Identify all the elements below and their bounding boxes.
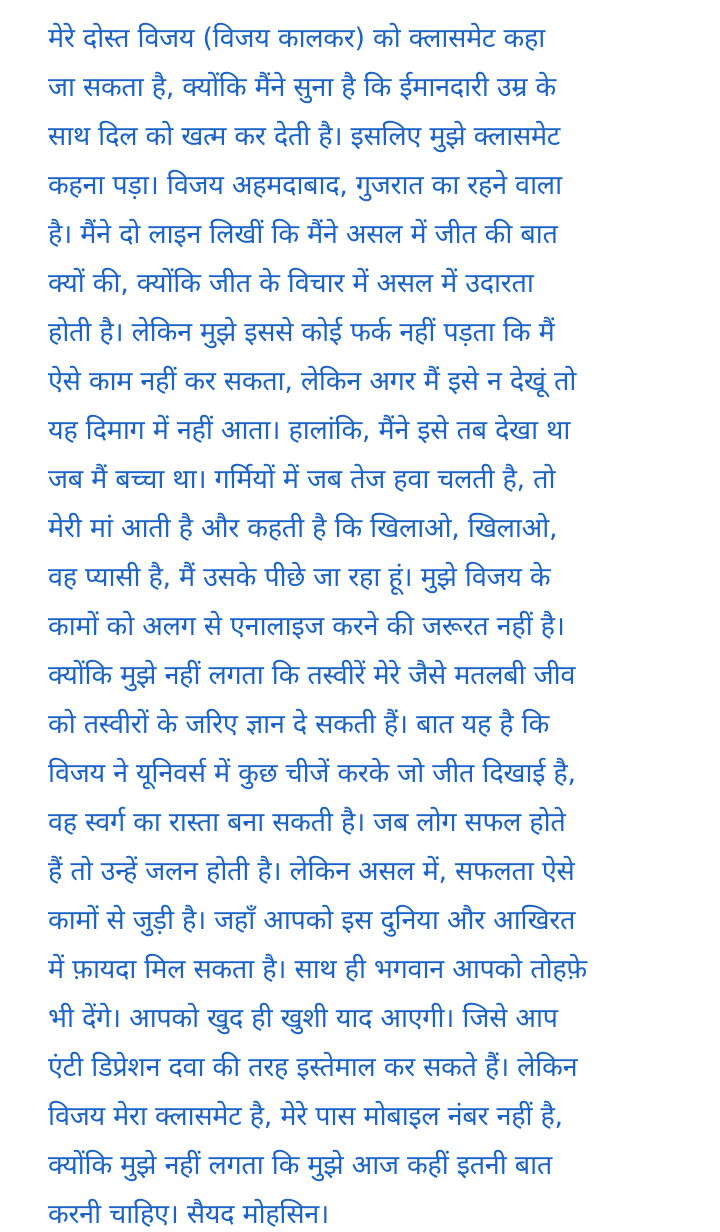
text-line: यह दिमाग में नहीं आता। हालांकि, मैंने इसे तब देखा था — [48, 415, 571, 446]
text-line: विजय मेरा क्लासमेट है, मेरे पास मोबाइल नंबर नहीं है, — [48, 1101, 563, 1132]
text-line: क्योंकि मुझे नहीं लगता कि मुझे आज कहीं इतनी बात — [48, 1150, 552, 1181]
text-line: वह प्यासी है, मैं उसके पीछे जा रहा हूं। मुझे विजय के — [48, 562, 551, 593]
text-line: कामों को अलग से एनालाइज करने की जरूरत नहीं है। — [48, 611, 565, 642]
text-line: जब मैं बच्चा था। गर्मियों में जब तेज हवा चलती है, तो — [48, 464, 556, 495]
text-line: भी देंगे। आपको खुद ही खुशी याद आएगी। जिसे आप — [48, 1003, 558, 1034]
text-line: विजय ने यूनिवर्स में कुछ चीजें करके जो जीत दिखाई है, — [48, 758, 576, 789]
text-line: है। मैंने दो लाइन लिखीं कि मैंने असल में जीत की बात — [48, 219, 558, 250]
text-line: साथ दिल को खत्म कर देती है। इसलिए मुझे क्लासमेट — [48, 121, 561, 152]
text-line: मेरी मां आती है और कहती है कि खिलाओ, खिलाओ, — [48, 513, 558, 544]
text-line: ऐसे काम नहीं कर सकता, लेकिन अगर मैं इसे न देखूं तो — [48, 366, 577, 397]
text-line: को तस्वीरों के जरिए ज्ञान दे सकती हैं। बात यह है कि — [48, 709, 550, 740]
text-line: जा सकता है, क्योंकि मैंने सुना है कि ईमानदारी उम्र के — [48, 72, 556, 103]
text-line: मेरे दोस्त विजय (विजय कालकर) को क्लासमेट कहा — [48, 23, 545, 54]
text-line: कामों से जुड़ी है। जहाँ आपको इस दुनिया और आखिरत — [48, 905, 576, 936]
article-text — [48, 14, 680, 1232]
text-line: में फ़ायदा मिल सकता है। साथ ही भगवान आपको तोहफ़े — [48, 954, 587, 985]
text-line: एंटी डिप्रेशन दवा की तरह इस्तेमाल कर सकते हैं। लेकिन — [48, 1052, 578, 1083]
text-line: क्योंकि मुझे नहीं लगता कि तस्वीरें मेरे जैसे मतलबी जीव — [48, 660, 576, 691]
text-line: क्यों की, क्योंकि जीत के विचार में असल में उदारता — [48, 268, 534, 299]
text-line: कहना पड़ा। विजय अहमदाबाद, गुजरात का रहने वाला — [48, 170, 562, 201]
text-line: वह स्वर्ग का रास्ता बना सकती है। जब लोग सफल होते — [48, 807, 566, 838]
text-line: करनी चाहिए। सैयद मोहसिन। — [48, 1199, 329, 1230]
text-line: होती है। लेकिन मुझे इससे कोई फर्क नहीं पड़ता कि मैं — [48, 317, 555, 348]
text-line: हैं तो उन्हें जलन होती है। लेकिन असल में, सफलता ऐसे — [48, 856, 575, 887]
